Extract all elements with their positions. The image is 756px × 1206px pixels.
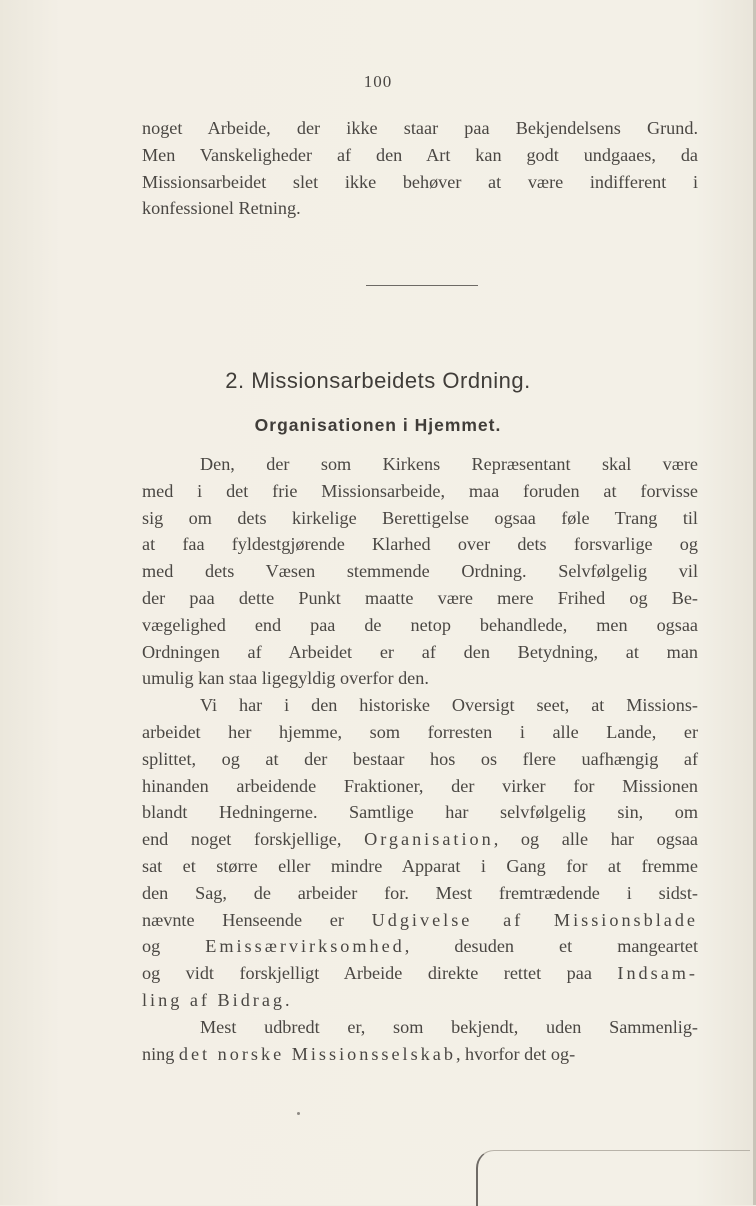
text-line: Den, der som Kirkens Repræsentant skal være bbox=[200, 454, 698, 474]
page-number: 100 bbox=[363, 72, 393, 91]
text-line: hinanden arbeidende Fraktioner, der virker for Missionen bbox=[142, 775, 698, 796]
text-line: noget Arbeide, der ikke staar paa Bekjendelsens Grund. bbox=[142, 118, 698, 138]
text-line: arbeidet her hjemme, som forresten i alle Lande, er bbox=[142, 721, 698, 742]
text-fragment: og bbox=[142, 936, 206, 957]
text-fragment: og vidt forskjelligt Arbeide direkte rettet paa bbox=[142, 963, 618, 984]
text-line: Ordningen af Arbeidet er af den Betydning, at man bbox=[142, 641, 698, 662]
text-line bbox=[142, 826, 698, 853]
spaced-emphasis: Indsam- bbox=[617, 963, 698, 984]
spaced-emphasis: Udgivelse af Missionsblade bbox=[371, 909, 698, 930]
text-line: umulig kan staa ligegyldig overfor den. bbox=[142, 668, 429, 689]
spaced-emphasis: det norske Missionsselskab bbox=[178, 1043, 456, 1064]
text-line: sat et større eller mindre Apparat i Gang for at fremme bbox=[142, 855, 698, 876]
text-line bbox=[142, 987, 698, 1014]
text-line: konfessionel Retning. bbox=[142, 198, 301, 219]
text-line: Mest udbredt er, som bekjendt, uden Sammenlig- bbox=[200, 1016, 698, 1037]
text-fragment: , hvorfor det og- bbox=[455, 1043, 576, 1064]
text-line: at faa fyldestgjørende Klarhed over dets forsvarlige og bbox=[142, 534, 698, 555]
text-line bbox=[142, 960, 698, 987]
text-fragment: ning bbox=[142, 1043, 179, 1064]
text-line: Men Vanskeligheder af den Art kan godt undgaaes, da bbox=[142, 144, 698, 165]
text-line bbox=[142, 933, 698, 960]
text-line: splittet, og at der bestaar hos os flere uafhængig af bbox=[142, 748, 698, 769]
text-line: Vi har i den historiske Oversigt seet, at Missions- bbox=[200, 695, 698, 716]
section-subheading: Organisationen i Hjemmet. bbox=[254, 415, 502, 435]
text-fragment: nævnte Henseende er bbox=[142, 909, 372, 930]
text-line: den Sag, de arbeider for. Mest fremtrædende i sidst- bbox=[142, 882, 698, 903]
intro-paragraph bbox=[142, 115, 698, 222]
text-line bbox=[142, 907, 698, 934]
page-corner-mark bbox=[476, 1150, 750, 1206]
body-text bbox=[142, 451, 698, 1067]
section-heading: 2. Missionsarbeidets Ordning. bbox=[225, 368, 531, 393]
section-divider bbox=[366, 285, 478, 286]
text-fragment: end noget forskjellige, bbox=[142, 829, 365, 850]
text-line bbox=[142, 1041, 698, 1068]
text-line: sig om dets kirkelige Berettigelse ogsaa føle Trang til bbox=[142, 507, 698, 528]
spaced-emphasis: ling af Bidrag bbox=[142, 989, 286, 1010]
text-fragment: , desuden et mangeartet bbox=[404, 936, 699, 957]
text-fragment: . bbox=[285, 989, 290, 1010]
text-line: der paa dette Punkt maatte være mere Frihed og Be- bbox=[142, 587, 698, 608]
text-line: med dets Væsen stemmende Ordning. Selvfølgelig vil bbox=[142, 561, 698, 582]
text-line: blandt Hedningerne. Samtlige har selvfølgelig sin, om bbox=[142, 802, 698, 823]
text-fragment: , og alle har ogsaa bbox=[493, 829, 698, 850]
print-speck bbox=[297, 1112, 300, 1115]
text-line: Missionsarbeidet slet ikke behøver at være indifferent i bbox=[142, 171, 698, 192]
spaced-emphasis: Organisation bbox=[364, 829, 494, 850]
spaced-emphasis: Emissærvirksomhed bbox=[205, 936, 405, 957]
text-line: vægelighed end paa de netop behandlede, men ogsaa bbox=[142, 614, 698, 635]
text-line: med i det frie Missionsarbeide, maa foruden at forvisse bbox=[142, 480, 698, 501]
